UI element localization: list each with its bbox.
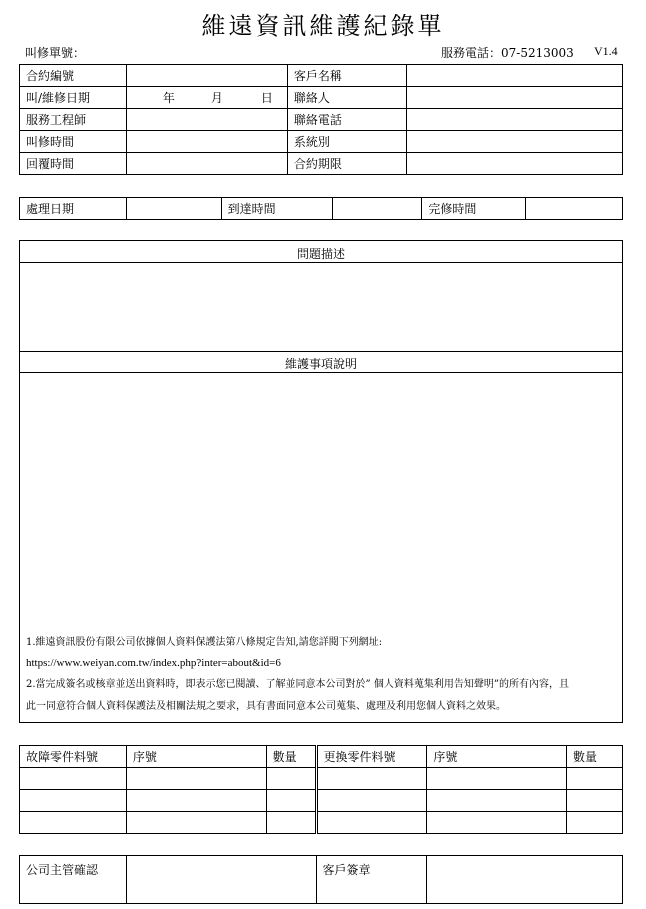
faulty-part-header: 故障零件料號 xyxy=(20,746,127,768)
finish-time-label: 完修時間 xyxy=(422,198,526,220)
serial-cell[interactable] xyxy=(126,812,266,834)
contract-term-field[interactable] xyxy=(406,153,622,175)
year-label: 年 xyxy=(162,91,175,105)
ticket-number-label: 叫修單號： xyxy=(25,46,86,60)
problem-field[interactable] xyxy=(20,263,622,351)
replace-part-header: 更換零件料號 xyxy=(316,746,427,768)
serial-cell[interactable] xyxy=(126,768,266,790)
system-field[interactable] xyxy=(406,131,622,153)
form-title: 維遠資訊維護紀錄單 xyxy=(201,12,445,40)
qty-header-1: 數量 xyxy=(266,746,316,768)
problem-header: 問題描述 xyxy=(296,247,345,261)
replace-part-cell[interactable] xyxy=(316,790,427,812)
notes-line1: 1.維遠資訊股份有限公司依據個人資料保護法第八條規定告知,請您詳閱下列網址: xyxy=(26,637,383,648)
replace-part-cell[interactable] xyxy=(316,812,427,834)
notes-url[interactable]: https://www.weiyan.com.tw/index.php?inter=about&id=6 xyxy=(26,657,281,669)
customer-sign-label: 客戶簽章 xyxy=(316,856,427,904)
finish-time-field[interactable] xyxy=(526,198,623,220)
serial-header-2: 序號 xyxy=(427,746,567,768)
qty-cell[interactable] xyxy=(567,768,623,790)
system-label: 系統別 xyxy=(287,131,406,153)
day-label: 日 xyxy=(260,91,273,105)
qty-cell[interactable] xyxy=(266,768,316,790)
month-label: 月 xyxy=(210,91,223,105)
version-label: V1.4 xyxy=(594,44,618,58)
serial-cell[interactable] xyxy=(427,768,567,790)
contact-field[interactable] xyxy=(406,87,622,109)
manager-confirm-label: 公司主管確認 xyxy=(20,856,127,904)
serial-cell[interactable] xyxy=(427,790,567,812)
customer-sign-field[interactable] xyxy=(427,856,623,904)
maintenance-field[interactable] xyxy=(20,373,622,623)
reply-time-field[interactable] xyxy=(126,153,287,175)
serial-header-1: 序號 xyxy=(126,746,266,768)
call-date-label: 叫/維修日期 xyxy=(20,87,127,109)
contract-no-field[interactable] xyxy=(126,65,287,87)
faulty-part-cell[interactable] xyxy=(20,812,127,834)
process-table xyxy=(19,197,623,220)
call-time-field[interactable] xyxy=(126,131,287,153)
faulty-part-cell[interactable] xyxy=(20,768,127,790)
qty-cell[interactable] xyxy=(266,812,316,834)
process-date-field[interactable] xyxy=(126,198,221,220)
call-time-label: 叫修時間 xyxy=(20,131,127,153)
parts-table xyxy=(19,745,623,834)
qty-cell[interactable] xyxy=(567,812,623,834)
manager-confirm-field[interactable] xyxy=(126,856,316,904)
notes-line2b: 此一同意符合個人資料保護法及相關法規之要求，具有書面同意本公司蒐集、處理及利用您個人資料之效果。 xyxy=(26,701,506,712)
engineer-field[interactable] xyxy=(126,109,287,131)
contact-phone-field[interactable] xyxy=(406,109,622,131)
maintenance-header: 維護事項說明 xyxy=(284,357,357,371)
contact-phone-label: 聯絡電話 xyxy=(287,109,406,131)
service-phone: 服務電話：07-5213003 xyxy=(441,46,574,60)
process-date-label: 處理日期 xyxy=(20,198,127,220)
reply-time-label: 回覆時間 xyxy=(20,153,127,175)
arrive-time-field[interactable] xyxy=(332,198,422,220)
serial-cell[interactable] xyxy=(427,812,567,834)
arrive-time-label: 到達時間 xyxy=(221,198,332,220)
faulty-part-cell[interactable] xyxy=(20,790,127,812)
customer-name-label: 客戶名稱 xyxy=(287,65,406,87)
notes-line2a: 2.當完成簽名或核章並送出資料時，即表示您已閱讀、了解並同意本公司對於” 個人資料蒐集利用告知聲明”的所有內容，且 xyxy=(26,679,569,690)
qty-cell[interactable] xyxy=(567,790,623,812)
customer-name-field[interactable] xyxy=(406,65,622,87)
contact-label: 聯絡人 xyxy=(287,87,406,109)
qty-cell[interactable] xyxy=(266,790,316,812)
contract-term-label: 合約期限 xyxy=(287,153,406,175)
engineer-label: 服務工程師 xyxy=(20,109,127,131)
replace-part-cell[interactable] xyxy=(316,768,427,790)
qty-header-2: 數量 xyxy=(567,746,623,768)
serial-cell[interactable] xyxy=(126,790,266,812)
call-date-field[interactable] xyxy=(126,87,287,109)
signoff-table xyxy=(19,855,623,904)
info-table xyxy=(19,64,623,175)
contract-no-label: 合約編號 xyxy=(20,65,127,87)
description-box xyxy=(19,240,623,723)
